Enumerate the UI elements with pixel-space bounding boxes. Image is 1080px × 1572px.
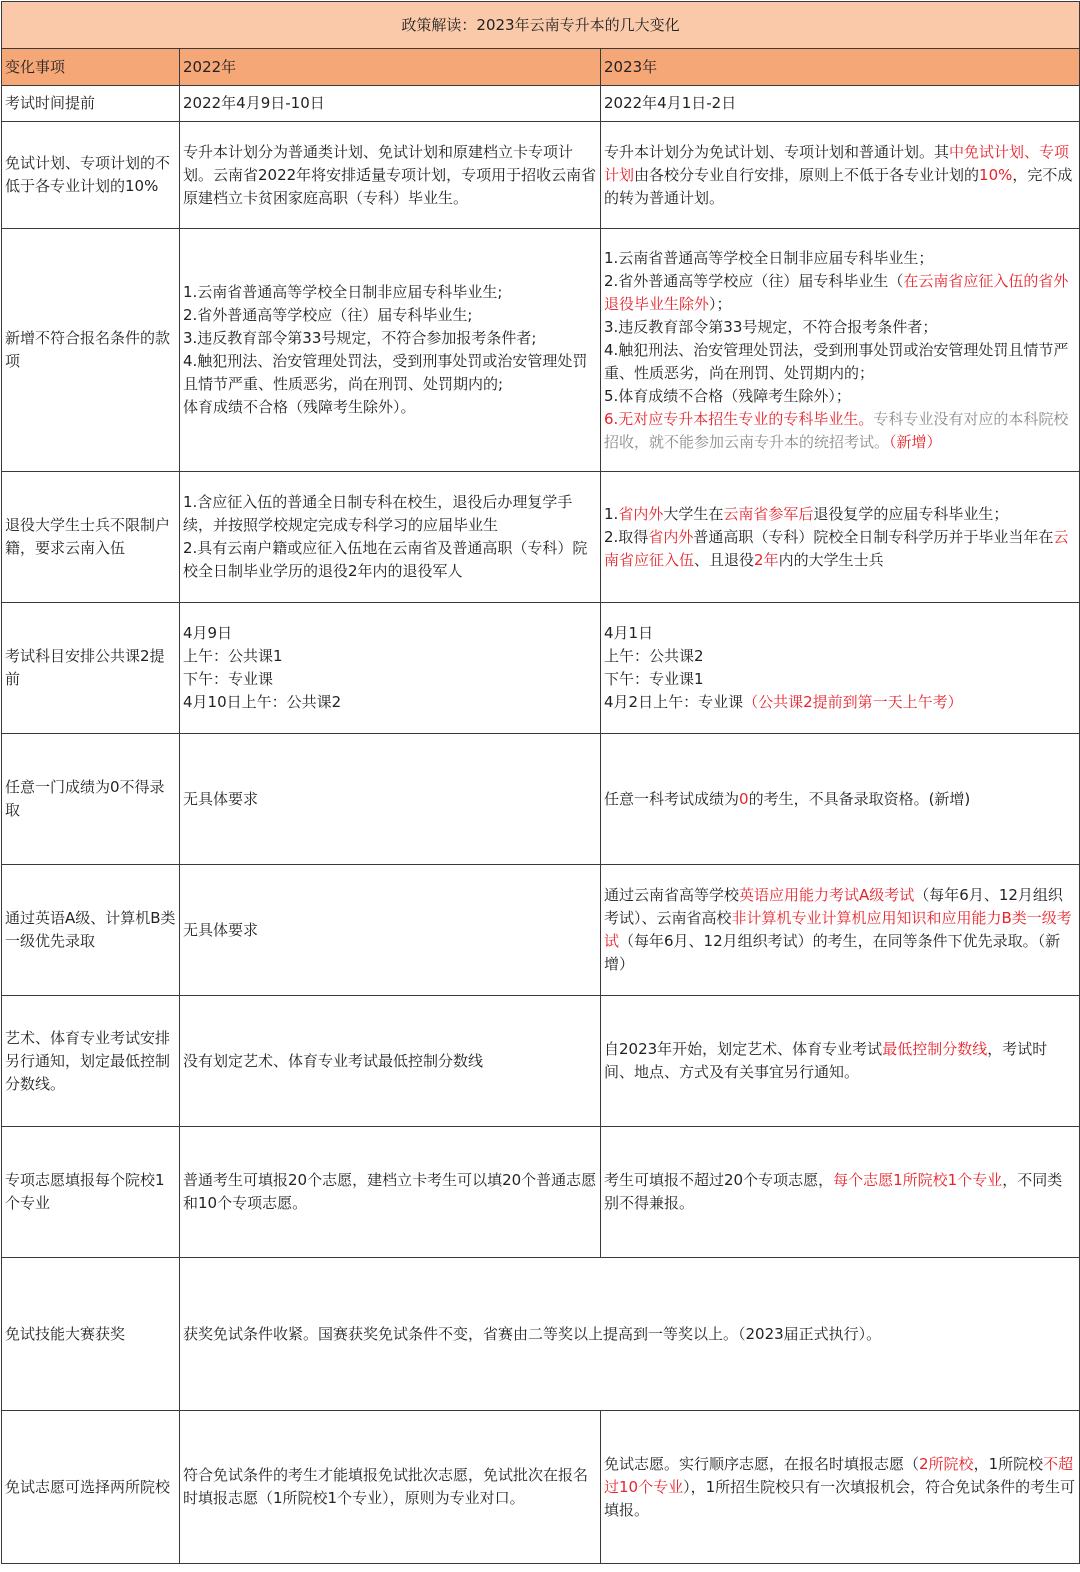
cell-text: 专升本计划分为普通类计划、免试计划和原建档立卡专项计划。云南省2022年将安排适量专项计划，专项用于招收云南省原建档立卡贫困家庭高职（专科）毕业生。 xyxy=(183,142,597,207)
cell-line xyxy=(604,247,1076,270)
highlight-text: （新增） xyxy=(889,432,942,451)
table-row xyxy=(2,1127,1080,1258)
change-item-cell: 任意一门成绩为0不得录取 xyxy=(2,734,180,865)
cell-line xyxy=(604,884,1076,976)
change-item-cell: 艺术、体育专业考试安排另行通知，划定最低控制分数线。 xyxy=(2,996,180,1127)
highlight-text: 英语应用能力考试A级考试 xyxy=(739,886,915,904)
cell-line xyxy=(183,141,597,210)
cell-line xyxy=(183,327,597,350)
cell-text: 4月1日 xyxy=(604,624,654,642)
cell-line xyxy=(183,788,597,811)
table-row xyxy=(2,1411,1080,1564)
cell-line xyxy=(604,691,1076,714)
highlight-text: 0 xyxy=(739,789,749,808)
cell-text: 通过云南省高等学校 xyxy=(604,886,740,904)
highlight-text: 非计算机专业计算机应用知识和应用能力B类一级考试 xyxy=(604,909,1072,950)
year-2023-cell xyxy=(601,734,1080,865)
cell-text: 2.取得 xyxy=(604,527,649,546)
change-item-cell: 通过英语A级、计算机B类一级优先录取 xyxy=(2,865,180,996)
year-2022-cell xyxy=(180,86,601,122)
table-row xyxy=(2,229,1080,472)
cell-text: ）； xyxy=(709,294,732,313)
cell-line xyxy=(604,316,1076,339)
highlight-text: 云南省参军后 xyxy=(723,504,814,523)
cell-line xyxy=(183,1169,597,1215)
cell-line xyxy=(183,1323,1076,1346)
year-2023-cell xyxy=(601,865,1080,996)
cell-text: 内的大学生士兵 xyxy=(778,550,884,569)
cell-line xyxy=(604,622,1076,645)
cell-line xyxy=(183,396,597,419)
table-row xyxy=(2,122,1080,229)
highlight-text: （公共课2提前到第一天上午考） xyxy=(743,693,963,711)
title-row xyxy=(2,2,1080,49)
change-item-cell: 专项志愿填报每个院校1个专业 xyxy=(2,1127,180,1258)
header-year-2023: 2023年 xyxy=(601,49,1080,86)
change-item-cell: 免试志愿可选择两所院校 xyxy=(2,1411,180,1564)
cell-text: 4月9日 xyxy=(183,624,233,642)
change-item-cell: 考试科目安排公共课2提前 xyxy=(2,603,180,734)
cell-line xyxy=(183,1050,597,1073)
cell-text: 3.违反教育部令第33号规定，不符合参加报考条件者; xyxy=(183,329,537,347)
cell-text: 由各校分专业自行安排，原则上不低于各专业计划的 xyxy=(634,165,980,184)
change-item-cell: 新增不符合报名条件的款项 xyxy=(2,229,180,472)
table-row xyxy=(2,86,1080,122)
year-2023-cell xyxy=(601,1411,1080,1564)
header-year-2022: 2022年 xyxy=(180,49,601,86)
cell-line xyxy=(604,408,1076,454)
cell-line xyxy=(604,339,1076,385)
cell-line xyxy=(183,281,597,304)
cell-text: 2022年4月1日-2日 xyxy=(604,94,737,112)
table-title: 政策解读：2023年云南专升本的几大变化 xyxy=(2,2,1080,49)
change-item-cell: 退役大学生士兵不限制户籍，要求云南入伍 xyxy=(2,472,180,603)
year-2022-cell xyxy=(180,472,601,603)
change-item-cell: 考试时间提前 xyxy=(2,86,180,122)
year-2023-cell xyxy=(601,229,1080,472)
cell-text: 1.含应征入伍的普通全日制专科在校生，退役后办理复学手续，并按照学校规定完成专科学习的应届毕业生 xyxy=(183,493,573,534)
cell-text: 获奖免试条件收紧。国赛获奖免试条件不变，省赛由二等奖以上提高到一等奖以上。（2023届正式执行）。 xyxy=(183,1324,882,1343)
cell-line xyxy=(183,691,597,714)
cell-text: 的考生，不具备录取资格。(新增) xyxy=(748,789,971,808)
highlight-text: 省内外 xyxy=(648,527,694,546)
year-2022-cell xyxy=(180,865,601,996)
highlight-text: 2年 xyxy=(754,550,779,569)
highlight-text: 云南省应征入伍 xyxy=(604,527,1069,569)
cell-line xyxy=(183,645,597,668)
cell-line xyxy=(604,526,1076,572)
highlight-text: 省内外 xyxy=(618,504,664,523)
year-2023-cell xyxy=(601,996,1080,1127)
year-2022-cell xyxy=(180,122,601,229)
cell-text: 3.违反教育部令第33号规定，不符合报考条件者； xyxy=(604,317,938,336)
cell-text: 普通高职（专科）院校全日制专科学历并于毕业当年在 xyxy=(693,527,1054,546)
cell-text: 考生可填报不超过20个专项志愿， xyxy=(604,1171,834,1189)
cell-text: 无具体要求 xyxy=(183,789,259,808)
cell-text: 4.触犯刑法、治安管理处罚法，受到刑事处罚或治安管理处罚且情节严重、性质恶劣，尚在刑罚、处罚期内的； xyxy=(604,340,1069,382)
cell-line xyxy=(183,537,597,583)
cell-text: 大学生在 xyxy=(663,504,724,523)
table-row xyxy=(2,472,1080,603)
cell-text: （每年6月、12月组织考试）的考生，在同等条件下优先录取。（新增） xyxy=(604,932,1061,973)
cell-text: 退役复学的应届专科毕业生； xyxy=(813,504,1009,523)
year-2023-cell xyxy=(601,86,1080,122)
cell-text: 2022年4月9日-10日 xyxy=(183,94,325,112)
highlight-text: 不超过10个专业 xyxy=(604,1454,1074,1496)
cell-text: 符合免试条件的考生才能填报免试批次志愿，免试批次在报名时填报志愿（1所院校1个专业），原则为专业对口。 xyxy=(183,1466,589,1507)
table-row xyxy=(2,734,1080,865)
year-2023-cell xyxy=(601,1127,1080,1258)
cell-text: 没有划定艺术、体育专业考试最低控制分数线 xyxy=(183,1051,484,1070)
cell-text: 2.省外普通高等学校应（往）届专科毕业生; xyxy=(183,306,473,324)
cell-line xyxy=(604,141,1076,210)
cell-text: 下午：专业课1 xyxy=(604,670,704,688)
cell-text: ，完不成的转为普通计划。 xyxy=(604,165,1073,207)
year-2022-cell xyxy=(180,1127,601,1258)
cell-text: ），1所招生院校只有一次填报机会，符合免试条件的考生可填报。 xyxy=(604,1477,1076,1519)
cell-line xyxy=(183,350,597,396)
year-2023-cell xyxy=(601,603,1080,734)
cell-text: 2.省外普通高等学校应（往）届专科毕业生（ xyxy=(604,271,904,290)
cell-text: 免试志愿。实行顺序志愿，在报名时填报志愿（ xyxy=(604,1454,920,1473)
year-2022-cell xyxy=(180,229,601,472)
cell-line xyxy=(604,503,1076,526)
cell-line xyxy=(604,788,1076,811)
cell-text: 自2023年开始，划定艺术、体育专业考试 xyxy=(604,1040,883,1058)
cell-text: 2.具有云南户籍或应征入伍地在云南省及普通高职（专科）院校全日制毕业学历的退役2年内的退役军人 xyxy=(183,539,588,580)
year-2023-cell xyxy=(601,472,1080,603)
cell-line xyxy=(183,668,597,691)
cell-text: （每年6月、12月组织考试）、云南省高校 xyxy=(604,886,1063,927)
cell-text: 下午：专业课 xyxy=(183,670,274,688)
cell-line xyxy=(604,668,1076,691)
highlight-text: 最低控制分数线 xyxy=(882,1040,988,1058)
cell-line xyxy=(183,622,597,645)
table-row xyxy=(2,865,1080,996)
year-2022-cell xyxy=(180,1411,601,1564)
highlight-text: 在云南省应征入伍的省外退役毕业生除外 xyxy=(604,271,1069,313)
cell-text: 无具体要求 xyxy=(183,920,259,939)
cell-text: 5.体育成绩不合格（残障考生除外）； xyxy=(604,386,851,405)
table-row xyxy=(2,603,1080,734)
cell-text: 、且退役 xyxy=(694,550,755,569)
cell-text: 4月10日上午：公共课2 xyxy=(183,693,342,711)
cell-text: 上午：公共课2 xyxy=(604,647,704,665)
cell-line xyxy=(604,1453,1076,1522)
header-change-item: 变化事项 xyxy=(2,49,180,86)
highlight-text: 6.无对应专升本招生专业的专科毕业生。 xyxy=(604,409,874,428)
year-2022-cell xyxy=(180,603,601,734)
cell-text: 4.触犯刑法、治安管理处罚法，受到刑事处罚或治安管理处罚且情节严重、性质恶劣，尚在刑罚、处罚期内的; xyxy=(183,352,588,393)
cell-text: ，考试时间、地点、方式及有关事宜另行通知。 xyxy=(604,1040,1048,1081)
highlight-text: 中免试计划、专项计划 xyxy=(604,142,1070,184)
year-2022-cell xyxy=(180,734,601,865)
highlight-text: 每个志愿1所院校1个专业 xyxy=(833,1171,1003,1189)
change-item-cell: 免试计划、专项计划的不低于各专业计划的10% xyxy=(2,122,180,229)
note-text: 专科专业没有对应的本科院校招收，就不能参加云南专升本的统招考试。 xyxy=(604,409,1069,451)
cell-line xyxy=(183,491,597,537)
cell-line xyxy=(604,1169,1076,1215)
cell-line xyxy=(183,919,597,942)
cell-text: 普通考生可填报20个志愿，建档立卡考生可以填20个普通志愿和10个专项志愿。 xyxy=(183,1171,597,1212)
highlight-text: 10% xyxy=(979,165,1013,184)
cell-line xyxy=(183,92,597,115)
merged-cell xyxy=(180,1258,1080,1411)
cell-text: 上午：公共课1 xyxy=(183,647,283,665)
cell-line xyxy=(183,1464,597,1510)
table-row xyxy=(2,996,1080,1127)
cell-text: 1.云南省普通高等学校全日制非应届专科毕业生； xyxy=(604,248,934,267)
cell-text: 体育成绩不合格（残障考生除外）。 xyxy=(183,398,416,416)
cell-line xyxy=(604,270,1076,316)
cell-line xyxy=(604,92,1076,115)
header-row xyxy=(2,49,1080,86)
cell-text: 4月2日上午：专业课 xyxy=(604,693,744,711)
cell-line xyxy=(604,1038,1076,1084)
cell-line xyxy=(604,385,1076,408)
cell-text: 1. xyxy=(604,504,619,523)
year-2023-cell xyxy=(601,122,1080,229)
highlight-text: 2所院校 xyxy=(919,1454,974,1473)
policy-table xyxy=(1,1,1080,1564)
cell-line xyxy=(183,304,597,327)
cell-text: 1.云南省普通高等学校全日制非应届专科毕业生; xyxy=(183,283,503,301)
cell-text: ，不同类别不得兼报。 xyxy=(604,1171,1063,1212)
year-2022-cell xyxy=(180,996,601,1127)
cell-text: 任意一科考试成绩为 xyxy=(604,789,740,808)
table-row xyxy=(2,1258,1080,1411)
cell-text: ，1所院校 xyxy=(973,1454,1044,1473)
cell-line xyxy=(604,645,1076,668)
change-item-cell: 免试技能大赛获奖 xyxy=(2,1258,180,1411)
cell-text: 专升本计划分为免试计划、专项计划和普通计划。其 xyxy=(604,142,950,161)
